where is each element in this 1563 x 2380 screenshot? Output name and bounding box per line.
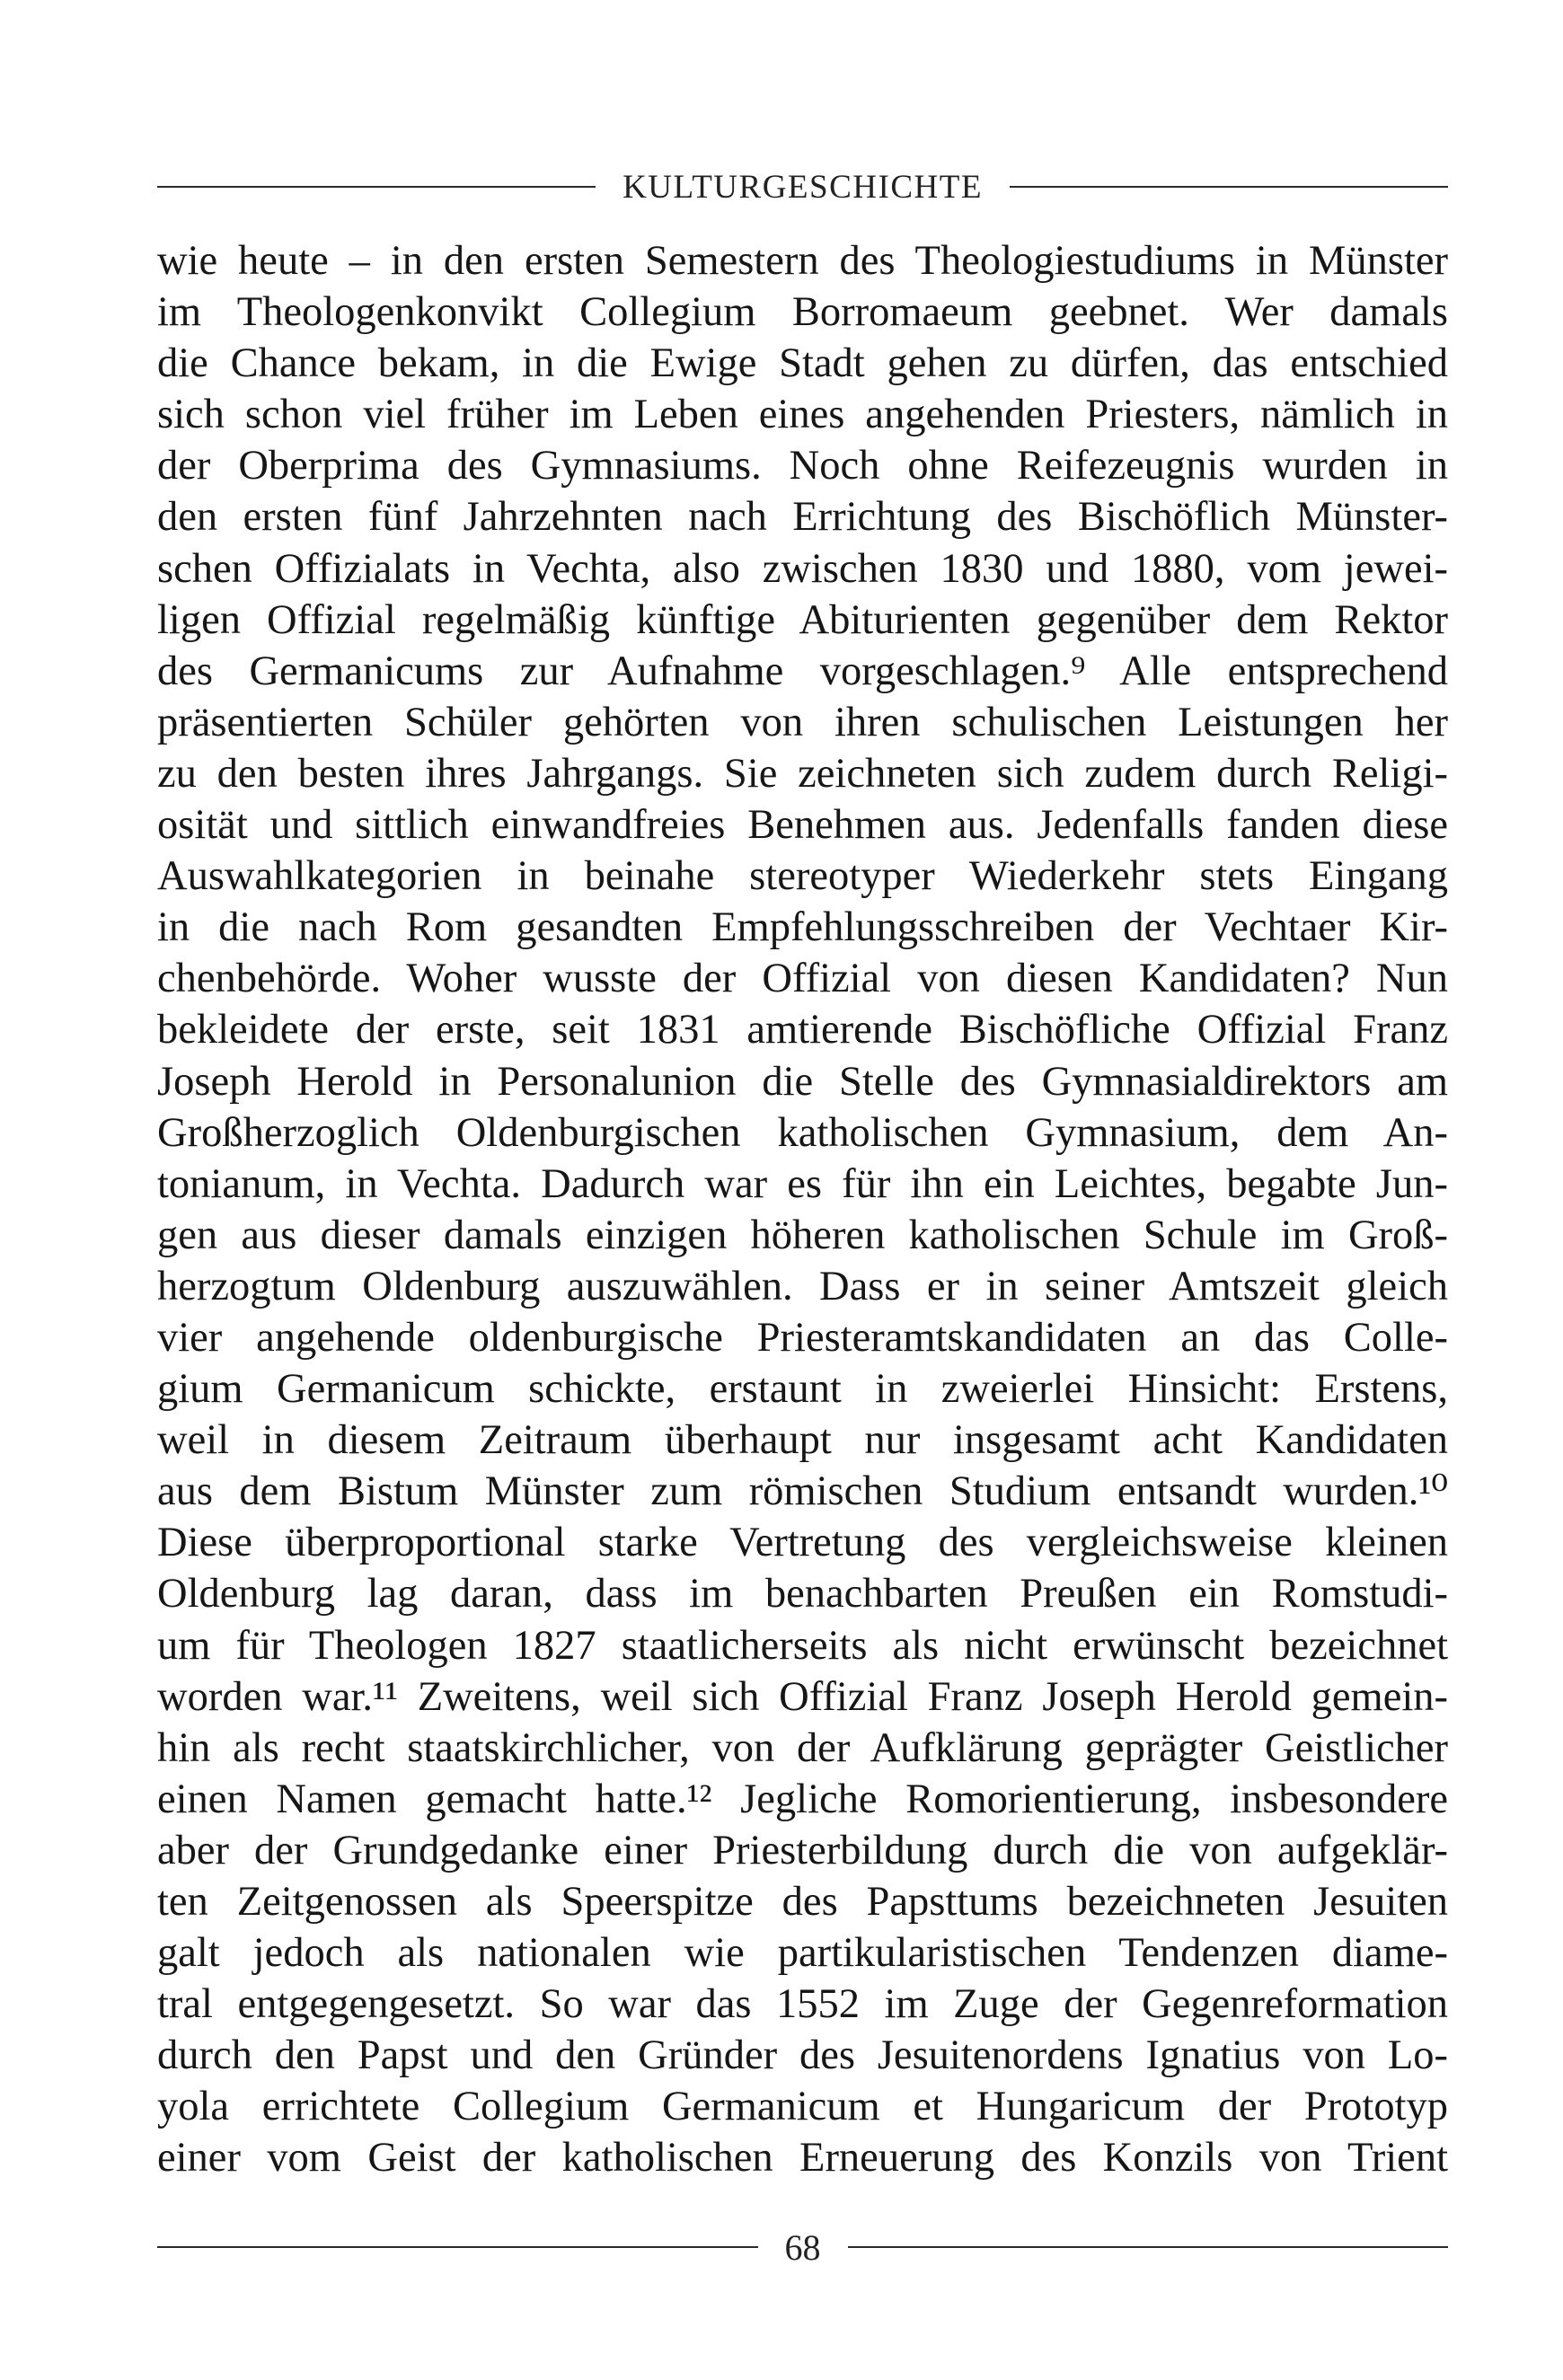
text-line: bekleidete der erste, seit 1831 amtierende Bischöfliche Offizial Franz — [157, 1007, 1448, 1053]
header-rule-left — [157, 186, 596, 188]
text-line: Auswahlkategorien in beinahe stereotyper Wiederkehr stets Eingang — [157, 853, 1448, 900]
text-line: den ersten fünf Jahrzehnten nach Errichtung des Bischöflich Münster- — [157, 494, 1448, 541]
page-footer — [157, 2220, 1448, 2274]
text-line: galt jedoch als nationalen wie partikularistischen Tendenzen diame- — [157, 1930, 1448, 1977]
text-line: schen Offizialats in Vechta, also zwischen 1830 und 1880, vom jewei- — [157, 545, 1448, 592]
footer-rule-left — [157, 2246, 758, 2248]
text-line: um für Theologen 1827 staatlicherseits als nicht erwünscht bezeichnet — [157, 1622, 1448, 1669]
text-line: präsentierten Schüler gehörten von ihren schulischen Leistungen her — [157, 699, 1448, 745]
text-line: yola errichtete Collegium Germanicum et Hungaricum der Prototyp — [157, 2084, 1448, 2130]
text-line: hin als recht staatskirchlicher, von der Aufklärung geprägter Geistlicher — [157, 1724, 1448, 1771]
text-line: der Oberprima des Gymnasiums. Noch ohne Reifezeugnis wurden in — [157, 443, 1448, 489]
text-line: weil in diesem Zeitraum überhaupt nur insgesamt acht Kandidaten — [157, 1417, 1448, 1464]
text-line: ligen Offizial regelmäßig künftige Abiturienten gegenüber dem Rektor — [157, 596, 1448, 643]
text-line: sich schon viel früher im Leben eines angehenden Priesters, nämlich in — [157, 392, 1448, 438]
text-line: des Germanicums zur Aufnahme vorgeschlagen.⁹ Alle entsprechend — [157, 648, 1448, 694]
running-header — [157, 162, 1448, 212]
text-line: durch den Papst und den Gründer des Jesuitenordens Ignatius von Lo- — [157, 2032, 1448, 2079]
text-line: ten Zeitgenossen als Speerspitze des Papsttums bezeichneten Jesuiten — [157, 1879, 1448, 1925]
header-rule-right — [1010, 186, 1448, 188]
text-line: worden war.¹¹ Zweitens, weil sich Offizial Franz Joseph Herold gemein- — [157, 1673, 1448, 1720]
text-line: chenbehörde. Woher wusste der Offizial von diesen Kandidaten? Nun — [157, 956, 1448, 1002]
body-text — [157, 235, 1448, 2182]
text-line: gen aus dieser damals einzigen höheren katholischen Schule im Groß- — [157, 1212, 1448, 1258]
text-line: vier angehende oldenburgische Priesteramtskandidaten an das Colle- — [157, 1314, 1448, 1361]
text-line: Diese überproportional starke Vertretung des vergleichsweise kleinen — [157, 1520, 1448, 1566]
text-line: gium Germanicum schickte, erstaunt in zweierlei Hinsicht: Erstens, — [157, 1366, 1448, 1413]
text-line: herzogtum Oldenburg auszuwählen. Dass er in seiner Amtszeit gleich — [157, 1263, 1448, 1309]
text-line: tonianum, in Vechta. Dadurch war es für ihn ein Leichtes, begabte Jun- — [157, 1160, 1448, 1207]
text-line: einer vom Geist der katholischen Erneuerung des Konzils von Trient — [157, 2135, 1448, 2182]
text-line: in die nach Rom gesandten Empfehlungsschreiben der Vechtaer Kir- — [157, 904, 1448, 951]
text-line: osität und sittlich einwandfreies Benehmen aus. Jedenfalls fanden diese — [157, 802, 1448, 849]
text-line: Joseph Herold in Personalunion die Stelle des Gymnasialdirektors am — [157, 1058, 1448, 1105]
text-line: Oldenburg lag daran, dass im benachbarten Preußen ein Romstudi- — [157, 1571, 1448, 1618]
text-line: im Theologenkonvikt Collegium Borromaeum geebnet. Wer damals — [157, 289, 1448, 336]
text-line: tral entgegengesetzt. So war das 1552 im Zuge der Gegenreformation — [157, 1981, 1448, 2028]
header-title: KULTURGESCHICHTE — [623, 168, 983, 206]
page-number: 68 — [784, 2226, 821, 2268]
text-line: zu den besten ihres Jahrgangs. Sie zeichneten sich zudem durch Religi- — [157, 750, 1448, 797]
text-line: aber der Grundgedanke einer Priesterbildung durch die von aufgeklär- — [157, 1827, 1448, 1873]
text-line: die Chance bekam, in die Ewige Stadt gehen zu dürfen, das entschied — [157, 340, 1448, 387]
text-line: einen Namen gemacht hatte.¹² Jegliche Romorientierung, insbesondere — [157, 1776, 1448, 1822]
text-line: aus dem Bistum Münster zum römischen Studium entsandt wurden.¹⁰ — [157, 1468, 1448, 1515]
text-line: wie heute – in den ersten Semestern des Theologiestudiums in Münster — [157, 238, 1448, 284]
text-line: Großherzoglich Oldenburgischen katholischen Gymnasium, dem An- — [157, 1109, 1448, 1156]
footer-rule-right — [848, 2246, 1449, 2248]
